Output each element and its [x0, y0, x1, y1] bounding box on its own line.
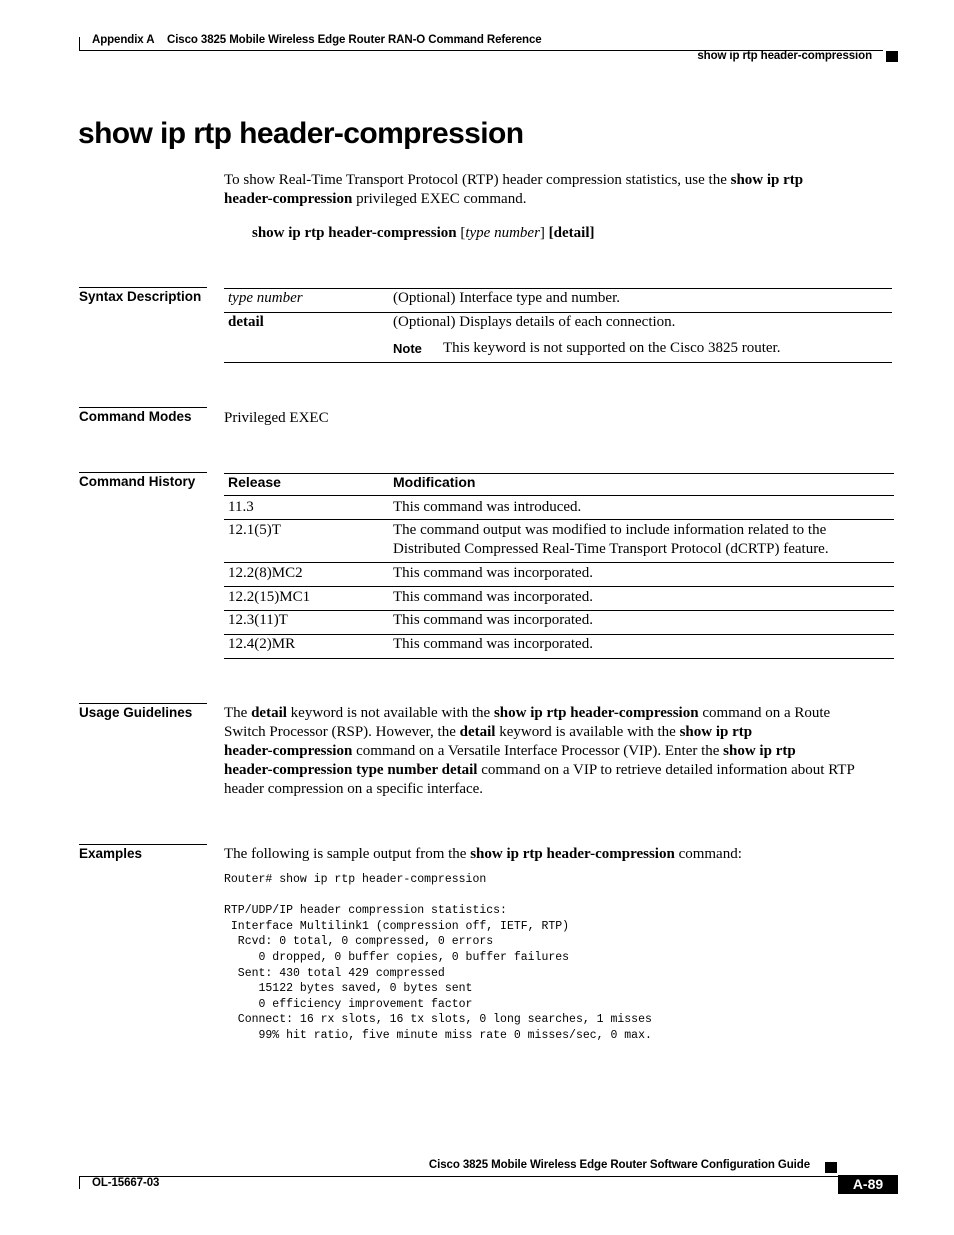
syntax-description-rule [79, 287, 207, 288]
command-history-rule [79, 472, 207, 473]
example-code-block: Router# show ip rtp header-compression RTP/UDP/IP header compression statistics: Interface Multilink1 (compression off, IETF, RTP) Rcvd: 0 total, 0 compressed, 0 errors 0 dropped, 0 buffer copies, 0 buffer failures Sent: 430 total 429 compressed 15122 bytes saved, 0 bytes sent 0 efficiency improvement factor Connect: 16 rx slots, 16 tx slots, 0 long searches, 1 misses 99% hit ratio, five minute miss rate 0 misses/sec, 0 max. [224, 873, 652, 1042]
header-appendix: Appendix A [92, 34, 155, 46]
history-release: 12.2(15)MC1 [228, 589, 311, 605]
examples-label: Examples [79, 846, 143, 861]
history-modification: The command output was modified to include information related to the Distributed Compressed Real-Time Transport Protocol (dCRTP) feature. [393, 522, 829, 557]
footer-page-number: A-89 [838, 1175, 898, 1194]
history-release: 12.4(2)MR [228, 636, 296, 652]
history-release: 12.1(5)T [228, 522, 281, 538]
command-history-label: Command History [79, 474, 196, 489]
footer-doc-id: OL-15667-03 [92, 1177, 160, 1189]
history-modification: This command was incorporated. [393, 589, 593, 605]
header-book-title: Cisco 3825 Mobile Wireless Edge Router RAN-O Command Reference [167, 34, 542, 46]
history-release: 12.3(11)T [228, 612, 288, 628]
history-header-release: Release [228, 474, 281, 490]
note-label: Note [393, 341, 422, 356]
history-table-bottom-rule [224, 658, 894, 659]
history-release: 12.2(8)MC2 [228, 565, 303, 581]
history-header-rule [224, 495, 894, 496]
footer-left-bar [79, 1176, 80, 1189]
usage-guidelines-paragraph: The detail keyword is not available with the show ip rtp header-compression command on a Route Switch Processor (RSP). However, the detail keyword is available with the show ip rtp header-compression command on a Versatile Interface Processor (VIP). Enter the show ip rtp header-compression type number detail command on a VIP to retrieve detailed information about RTP header compression on a specific interface. [224, 705, 855, 797]
command-modes-label: Command Modes [79, 409, 192, 424]
history-modification: This command was incorporated. [393, 565, 593, 581]
history-modification: This command was introduced. [393, 499, 582, 515]
command-modes-rule [79, 407, 207, 408]
header-section: show ip rtp header-compression [697, 50, 872, 62]
usage-guidelines-label: Usage Guidelines [79, 705, 193, 720]
history-modification: This command was incorporated. [393, 612, 593, 628]
command-modes-text: Privileged EXEC [224, 410, 329, 426]
history-row-rule [224, 586, 894, 587]
syntax-desc-type-number: (Optional) Interface type and number. [393, 290, 620, 306]
page-title: show ip rtp header-compression [78, 117, 524, 150]
examples-intro: The following is sample output from the show ip rtp header-compression command: [224, 846, 742, 862]
history-table-top-rule [224, 473, 894, 474]
history-header-modification: Modification [393, 474, 476, 490]
syntax-line: show ip rtp header-compression [type number] [detail] [252, 225, 595, 241]
syntax-term-type-number: type number [228, 290, 303, 306]
footer-block-marker [825, 1162, 837, 1173]
header-left-bar [79, 37, 80, 50]
note-text: This keyword is not supported on the Cisco 3825 router. [443, 340, 781, 356]
footer-guide-title: Cisco 3825 Mobile Wireless Edge Router Software Configuration Guide [428, 1159, 810, 1171]
history-modification: This command was incorporated. [393, 636, 593, 652]
usage-guidelines-rule [79, 703, 207, 704]
syntax-desc-detail: (Optional) Displays details of each connection. [393, 314, 676, 330]
history-row-rule [224, 519, 894, 520]
intro-paragraph: To show Real-Time Transport Protocol (RTP) header compression statistics, use the show ip rtp header-compression privileged EXEC command. [224, 172, 804, 207]
syntax-description-label: Syntax Description [79, 289, 202, 304]
examples-rule [79, 844, 207, 845]
header-block-marker [886, 51, 898, 62]
syntax-table-bottom-rule [224, 362, 892, 363]
history-release: 11.3 [228, 499, 254, 515]
syntax-term-detail: detail [228, 314, 264, 330]
history-row-rule [224, 562, 894, 563]
footer-rule [79, 1176, 898, 1177]
